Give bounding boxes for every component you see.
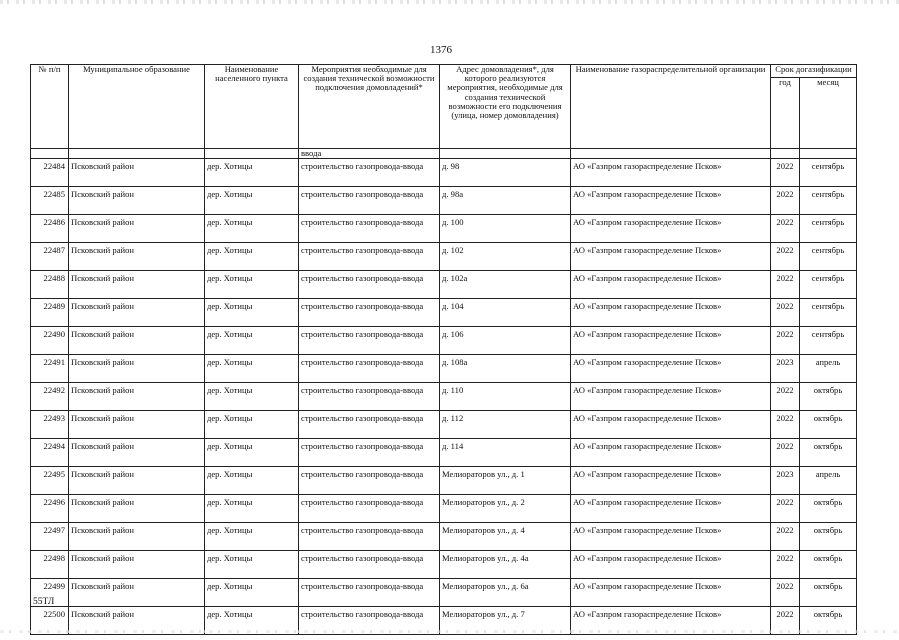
cell-num: 22491 [31,355,69,383]
table-body [31,149,857,635]
cell-address: Мелиораторов ул., д. 7 [440,607,571,635]
cell-year: 2022 [771,327,800,355]
cell-address: д. 104 [440,299,571,327]
cell-address: Мелиораторов ул., д. 6а [440,579,571,607]
cell-month: сентябрь [800,327,857,355]
cell-year: 2022 [771,299,800,327]
cell-events: строительство газопровода-ввода [299,551,440,579]
cell-settlement: дер. Хотицы [205,243,299,271]
cell-month: октябрь [800,579,857,607]
cell-municipality: Псковский район [69,495,205,523]
cell-events: строительство газопровода-ввода [299,271,440,299]
cell-address: д. 98а [440,187,571,215]
cell-settlement: дер. Хотицы [205,271,299,299]
cell-address: д. 112 [440,411,571,439]
cell-municipality: Псковский район [69,607,205,635]
cell-month: октябрь [800,495,857,523]
cell-month: сентябрь [800,299,857,327]
cell-address: д. 114 [440,439,571,467]
cell-municipality: Псковский район [69,299,205,327]
continuation-row [31,149,857,159]
table-row [31,383,857,411]
cell-events: строительство газопровода-ввода [299,495,440,523]
scan-artifact-top [0,0,899,4]
table-row [31,495,857,523]
cell-organization: АО «Газпром газораспределение Псков» [571,523,771,551]
header-num: № п/п [31,65,69,149]
header-address: Адрес домовладения*, для которого реализуются мероприятия, необходимые для создания технической возможности его подключения (улица, номер домовладения) [440,65,571,149]
cell-municipality: Псковский район [69,551,205,579]
cell-year: 2022 [771,579,800,607]
cell-organization: АО «Газпром газораспределение Псков» [571,579,771,607]
table-row [31,271,857,299]
cell-month: сентябрь [800,187,857,215]
cell-address: Мелиораторов ул., д. 1 [440,467,571,495]
cell-events: строительство газопровода-ввода [299,607,440,635]
cell-num: 22499 [31,579,69,607]
cell-address: д. 106 [440,327,571,355]
cell-settlement: дер. Хотицы [205,215,299,243]
table-row [31,579,857,607]
table-row [31,411,857,439]
cell-year: 2022 [771,243,800,271]
cell-year: 2022 [771,159,800,187]
cell-address: д. 98 [440,159,571,187]
cell-settlement: дер. Хотицы [205,467,299,495]
cell-settlement: дер. Хотицы [205,159,299,187]
cell-municipality: Псковский район [69,411,205,439]
cell-address: Мелиораторов ул., д. 4а [440,551,571,579]
table-row [31,159,857,187]
cell-num: 22497 [31,523,69,551]
cell-municipality: Псковский район [69,243,205,271]
cell-num: 22500 [31,607,69,635]
cell-municipality: Псковский район [69,271,205,299]
cell-organization: АО «Газпром газораспределение Псков» [571,439,771,467]
cell-year: 2022 [771,383,800,411]
cell-year: 2022 [771,271,800,299]
cell-num: 22486 [31,215,69,243]
cell-municipality: Псковский район [69,579,205,607]
cell-municipality: Псковский район [69,327,205,355]
cell-year: 2022 [771,523,800,551]
cell-municipality: Псковский район [69,467,205,495]
cell-num: 22488 [31,271,69,299]
cell-month: октябрь [800,551,857,579]
cell-year: 2022 [771,551,800,579]
cell-year: 2022 [771,411,800,439]
cell-month: сентябрь [800,159,857,187]
cell-settlement: дер. Хотицы [205,607,299,635]
cell-year: 2022 [771,495,800,523]
cell-month: октябрь [800,523,857,551]
cell-address: д. 102а [440,271,571,299]
cell-events: строительство газопровода-ввода [299,523,440,551]
cell-organization: АО «Газпром газораспределение Псков» [571,607,771,635]
scan-artifact-bottom [0,630,899,633]
cell-year: 2023 [771,467,800,495]
cell-month: сентябрь [800,215,857,243]
cell-month: сентябрь [800,271,857,299]
cell-events: строительство газопровода-ввода [299,355,440,383]
cell-events: строительство газопровода-ввода [299,299,440,327]
cell-num: 22484 [31,159,69,187]
cell-year: 2022 [771,187,800,215]
cell-num: 22494 [31,439,69,467]
cell-settlement: дер. Хотицы [205,495,299,523]
cell-year: 2022 [771,439,800,467]
continuation-events: ввода [299,149,440,159]
cell-events: строительство газопровода-ввода [299,327,440,355]
cell-settlement: дер. Хотицы [205,579,299,607]
cell-num: 22496 [31,495,69,523]
cell-municipality: Псковский район [69,355,205,383]
cell-organization: АО «Газпром газораспределение Псков» [571,355,771,383]
cell-organization: АО «Газпром газораспределение Псков» [571,467,771,495]
cell-events: строительство газопровода-ввода [299,159,440,187]
cell-address: д. 100 [440,215,571,243]
cell-events: строительство газопровода-ввода [299,467,440,495]
cell-settlement: дер. Хотицы [205,411,299,439]
table-row [31,523,857,551]
cell-num: 22493 [31,411,69,439]
cell-organization: АО «Газпром газораспределение Псков» [571,299,771,327]
cell-organization: АО «Газпром газораспределение Псков» [571,187,771,215]
header-year: год [771,78,800,149]
cell-events: строительство газопровода-ввода [299,411,440,439]
cell-events: строительство газопровода-ввода [299,579,440,607]
cell-address: Мелиораторов ул., д. 4 [440,523,571,551]
cell-events: строительство газопровода-ввода [299,187,440,215]
cell-address: д. 102 [440,243,571,271]
cell-month: октябрь [800,607,857,635]
cell-organization: АО «Газпром газораспределение Псков» [571,159,771,187]
cell-month: апрель [800,467,857,495]
cell-municipality: Псковский район [69,523,205,551]
cell-month: октябрь [800,411,857,439]
cell-address: Мелиораторов ул., д. 2 [440,495,571,523]
table-row [31,467,857,495]
table-row [31,299,857,327]
cell-events: строительство газопровода-ввода [299,215,440,243]
cell-municipality: Псковский район [69,439,205,467]
cell-organization: АО «Газпром газораспределение Псков» [571,495,771,523]
table-row [31,551,857,579]
table-row [31,327,857,355]
cell-num: 22498 [31,551,69,579]
cell-organization: АО «Газпром газораспределение Псков» [571,383,771,411]
cell-num: 22489 [31,299,69,327]
table-row [31,243,857,271]
table-row [31,187,857,215]
cell-month: сентябрь [800,243,857,271]
footer-code: 55ТЛ [33,597,55,607]
cell-events: строительство газопровода-ввода [299,439,440,467]
table-row [31,215,857,243]
cell-settlement: дер. Хотицы [205,551,299,579]
cell-organization: АО «Газпром газораспределение Псков» [571,215,771,243]
cell-year: 2022 [771,215,800,243]
cell-settlement: дер. Хотицы [205,187,299,215]
page-number: 1376 [430,44,452,56]
header-settlement: Наименование населенного пункта [205,65,299,149]
cell-year: 2022 [771,607,800,635]
table-row [31,439,857,467]
cell-settlement: дер. Хотицы [205,327,299,355]
header-term: Срок догазификации [771,65,857,78]
cell-settlement: дер. Хотицы [205,299,299,327]
cell-municipality: Псковский район [69,215,205,243]
header-events: Мероприятия необходимые для создания технической возможности подключения домовладений* [299,65,440,149]
cell-municipality: Псковский район [69,383,205,411]
gasification-table [30,64,857,635]
cell-organization: АО «Газпром газораспределение Псков» [571,551,771,579]
header-organization: Наименование газораспределительной организации [571,65,771,149]
cell-year: 2023 [771,355,800,383]
cell-organization: АО «Газпром газораспределение Псков» [571,411,771,439]
cell-num: 22490 [31,327,69,355]
cell-num: 22492 [31,383,69,411]
cell-month: октябрь [800,383,857,411]
cell-events: строительство газопровода-ввода [299,243,440,271]
cell-settlement: дер. Хотицы [205,355,299,383]
header-municipality: Муниципальное образование [69,65,205,149]
cell-month: апрель [800,355,857,383]
cell-municipality: Псковский район [69,159,205,187]
cell-num: 22495 [31,467,69,495]
header-month: месяц [800,78,857,149]
cell-organization: АО «Газпром газораспределение Псков» [571,327,771,355]
cell-municipality: Псковский район [69,187,205,215]
cell-num: 22487 [31,243,69,271]
cell-num: 22485 [31,187,69,215]
cell-settlement: дер. Хотицы [205,439,299,467]
cell-month: октябрь [800,439,857,467]
cell-organization: АО «Газпром газораспределение Псков» [571,243,771,271]
cell-organization: АО «Газпром газораспределение Псков» [571,271,771,299]
cell-settlement: дер. Хотицы [205,383,299,411]
table-row [31,355,857,383]
cell-events: строительство газопровода-ввода [299,383,440,411]
cell-settlement: дер. Хотицы [205,523,299,551]
cell-address: д. 108а [440,355,571,383]
cell-address: д. 110 [440,383,571,411]
